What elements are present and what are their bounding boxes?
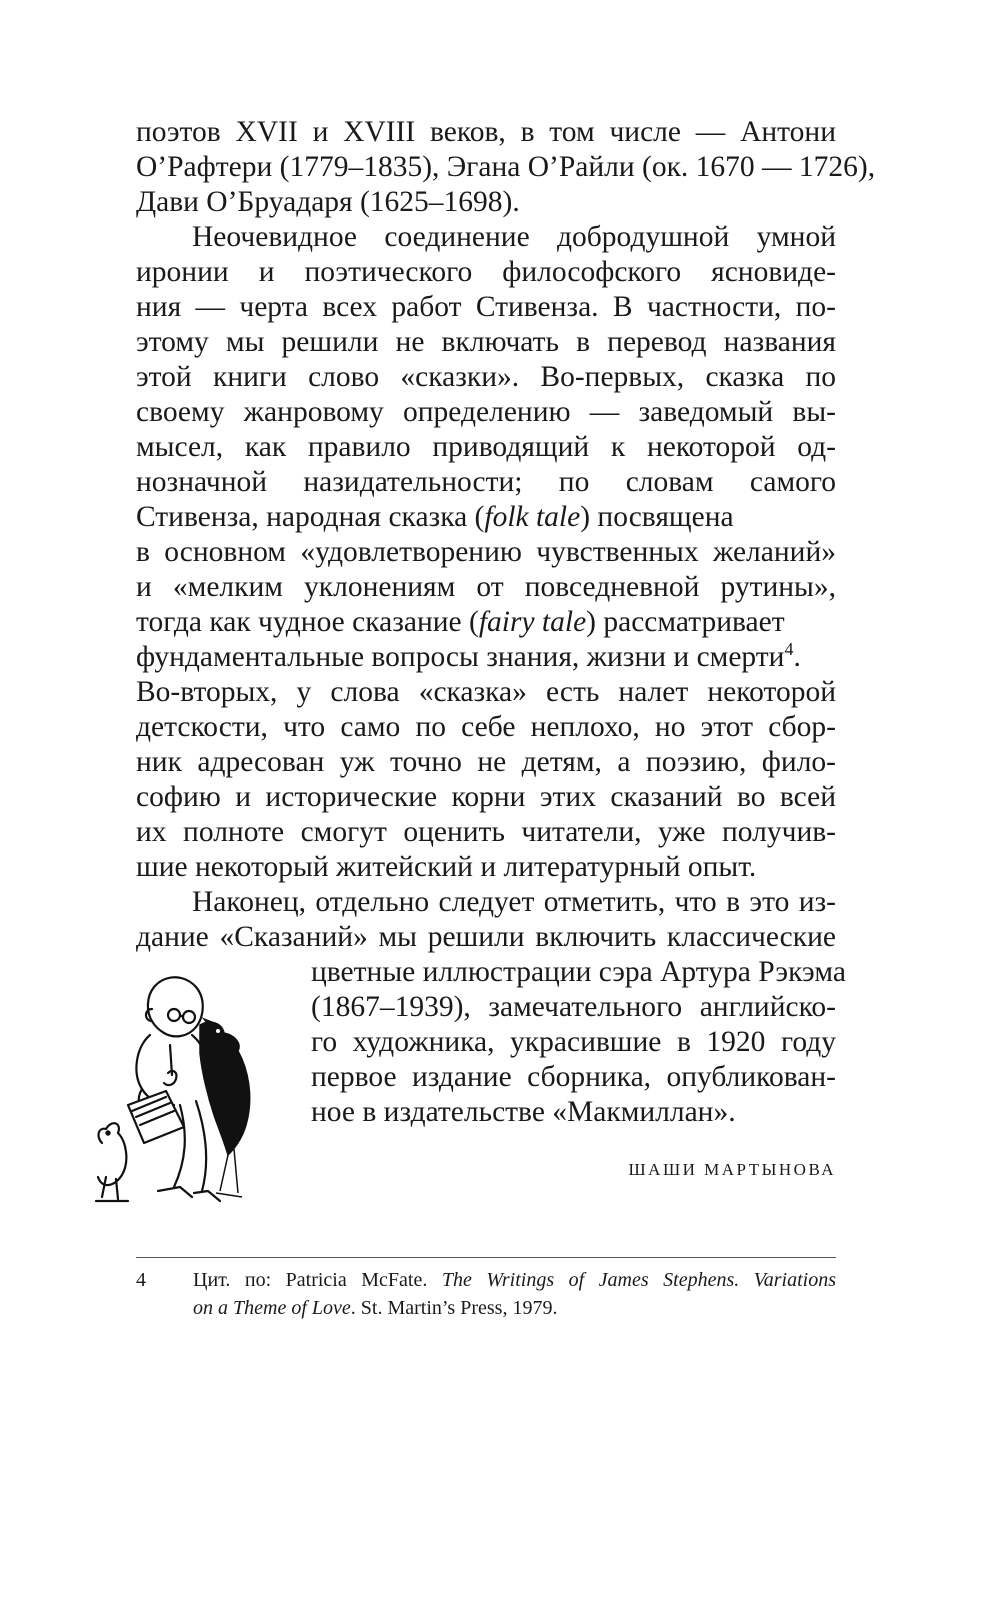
text-line: О’Рафтери (1779–1835), Эгана О’Райли (ок. 1670 — 1726), — [136, 151, 876, 183]
text-line: первое издание сборника, опубликован- — [311, 1061, 836, 1093]
text-segment: Стивенза, народная сказка ( — [136, 501, 485, 533]
text-line: го художника, украсившие в 1920 году — [311, 1026, 836, 1058]
text-line: детскости, что само по себе неплохо, но этот сбор- — [136, 711, 836, 743]
text-line: Во-вторых, у слова «сказка» есть налет некоторой — [136, 676, 836, 708]
text-line: ник адресован уж точно не детям, а поэзию, фило- — [136, 746, 836, 778]
footnote-number: 4 — [136, 1269, 146, 1291]
text-line: цветные иллюстрации сэра Артура Рэкэма — [311, 956, 846, 988]
text-line: своему жанровому определению — заведомый вы- — [136, 396, 836, 428]
text-line: софию и исторические корни этих сказаний во всей — [136, 781, 836, 813]
text-line: ное в издательстве «Макмиллан». — [311, 1096, 736, 1128]
footnote-line — [193, 1266, 836, 1294]
text-line: в основном «удовлетворению чувственных желаний» — [136, 536, 836, 568]
author-signature: ШАШИ МАРТЫНОВА — [628, 1160, 836, 1179]
text-segment: фундаментальные вопросы знания, жизни и смерти — [136, 641, 785, 673]
text-line: Неочевидное соединение добродушной умной — [192, 221, 836, 253]
text-segment: ) рассматривает — [586, 606, 785, 638]
text-segment: тогда как чудное сказание ( — [136, 606, 479, 638]
text-line: дание «Сказаний» мы решили включить классические — [136, 921, 836, 953]
footnote-divider — [136, 1257, 836, 1258]
text-line: иронии и поэтического философского ясновиде- — [136, 256, 836, 288]
text-line — [136, 602, 836, 642]
text-line: и «мелким уклонениям от повседневной рутины», — [136, 571, 836, 603]
text-line: шие некоторый житейский и литературный опыт. — [136, 851, 757, 883]
footnote-line — [193, 1294, 836, 1322]
text-line: этой книги слово «сказки». Во-первых, сказка по — [136, 361, 836, 393]
text-line: мысел, как правило приводящий к некоторой од- — [136, 431, 836, 463]
text-line: ния — черта всех работ Стивенза. В частности, по- — [136, 291, 836, 323]
text-line — [136, 497, 836, 537]
footnote-title: The Writings of James Stephens. Variations — [441, 1269, 836, 1291]
text-line: этому мы решили не включать в перевод названия — [136, 326, 836, 358]
text-line: поэтов XVII и XVIII веков, в том числе — Антони — [136, 116, 836, 148]
text-line: Наконец, отдельно следует отметить, что в это из- — [192, 886, 836, 918]
writer-with-raven-sketch-icon — [88, 965, 310, 1230]
text-line: (1867–1939), замечательного английско- — [311, 991, 836, 1023]
footnote-marker: 4 — [784, 639, 794, 660]
text-line — [136, 637, 836, 677]
footnote-suffix: . St. Martin’s Press, 1979. — [350, 1297, 558, 1319]
italic-term: fairy tale — [478, 606, 587, 638]
text-line: Дави О’Бруадаря (1625–1698). — [136, 186, 520, 218]
italic-term: folk tale — [484, 501, 581, 533]
text-line: их полноте смогут оценить читатели, уже получив- — [136, 816, 836, 848]
text-segment: ) посвящена — [580, 501, 734, 533]
text-line: нозначной назидательности; по словам самого — [136, 466, 836, 498]
text-segment: . — [793, 641, 801, 673]
footnote-title: on a Theme of Love — [193, 1297, 351, 1319]
footnote-prefix: Цит. по: Patricia McFate. — [193, 1269, 442, 1291]
